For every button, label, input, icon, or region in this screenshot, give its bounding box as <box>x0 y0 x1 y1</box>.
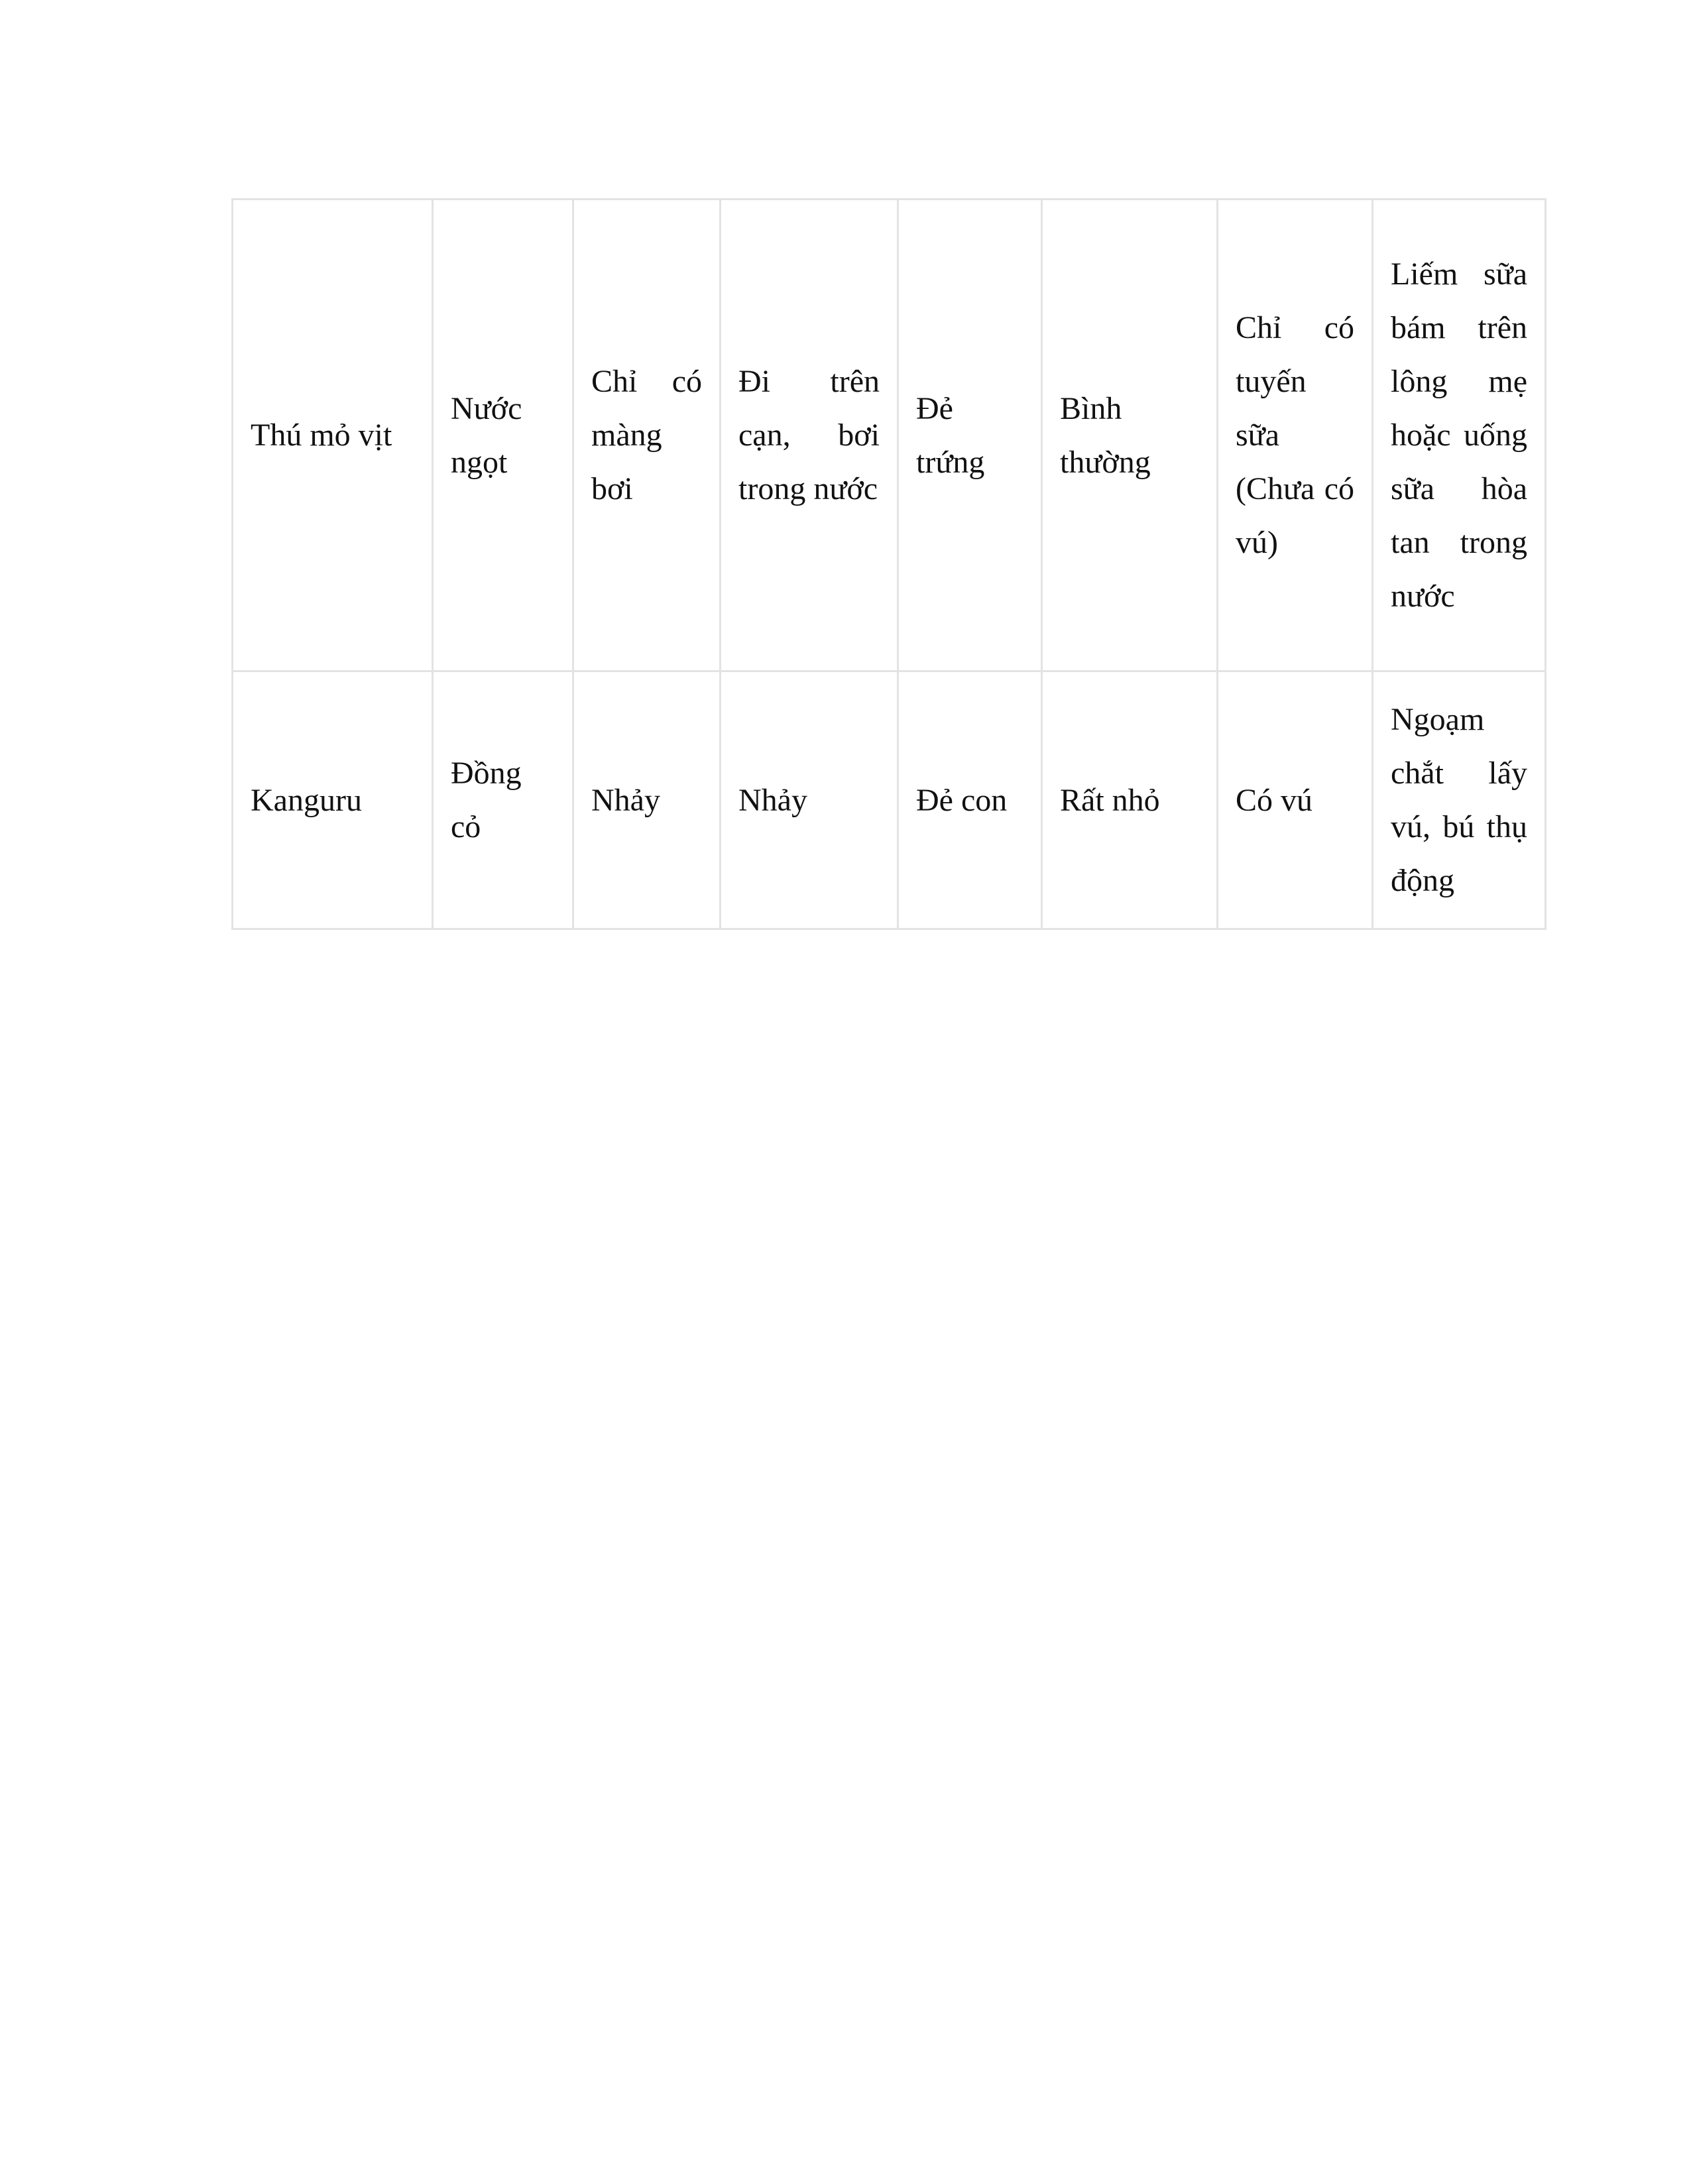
table-cell: Ngoạm chắt lấy vú, bú thụ động <box>1373 671 1546 929</box>
table-cell: Nước ngọt <box>433 200 573 671</box>
table-cell: Có vú <box>1218 671 1373 929</box>
table-cell: Nhảy <box>721 671 898 929</box>
animal-comparison-table <box>231 198 1546 930</box>
table-cell: Đẻ con <box>898 671 1042 929</box>
table-cell: Rất nhỏ <box>1042 671 1218 929</box>
table-cell: Chỉ có tuyến sữa (Chưa có vú) <box>1218 200 1373 671</box>
table-cell: Bình thường <box>1042 200 1218 671</box>
table-cell: Đẻ trứng <box>898 200 1042 671</box>
table-cell: Đi trên cạn, bơi trong nước <box>721 200 898 671</box>
table-cell-animal-name: Thú mỏ vịt <box>233 200 433 671</box>
table-cell: Đồng cỏ <box>433 671 573 929</box>
table-cell: Chỉ có màng bơi <box>573 200 721 671</box>
table-cell-animal-name: Kanguru <box>233 671 433 929</box>
table-cell: Nhảy <box>573 671 721 929</box>
table-row <box>233 671 1546 929</box>
table-cell: Liếm sữa bám trên lông mẹ hoặc uống sữa hòa tan trong nước <box>1373 200 1546 671</box>
table-row <box>233 200 1546 671</box>
